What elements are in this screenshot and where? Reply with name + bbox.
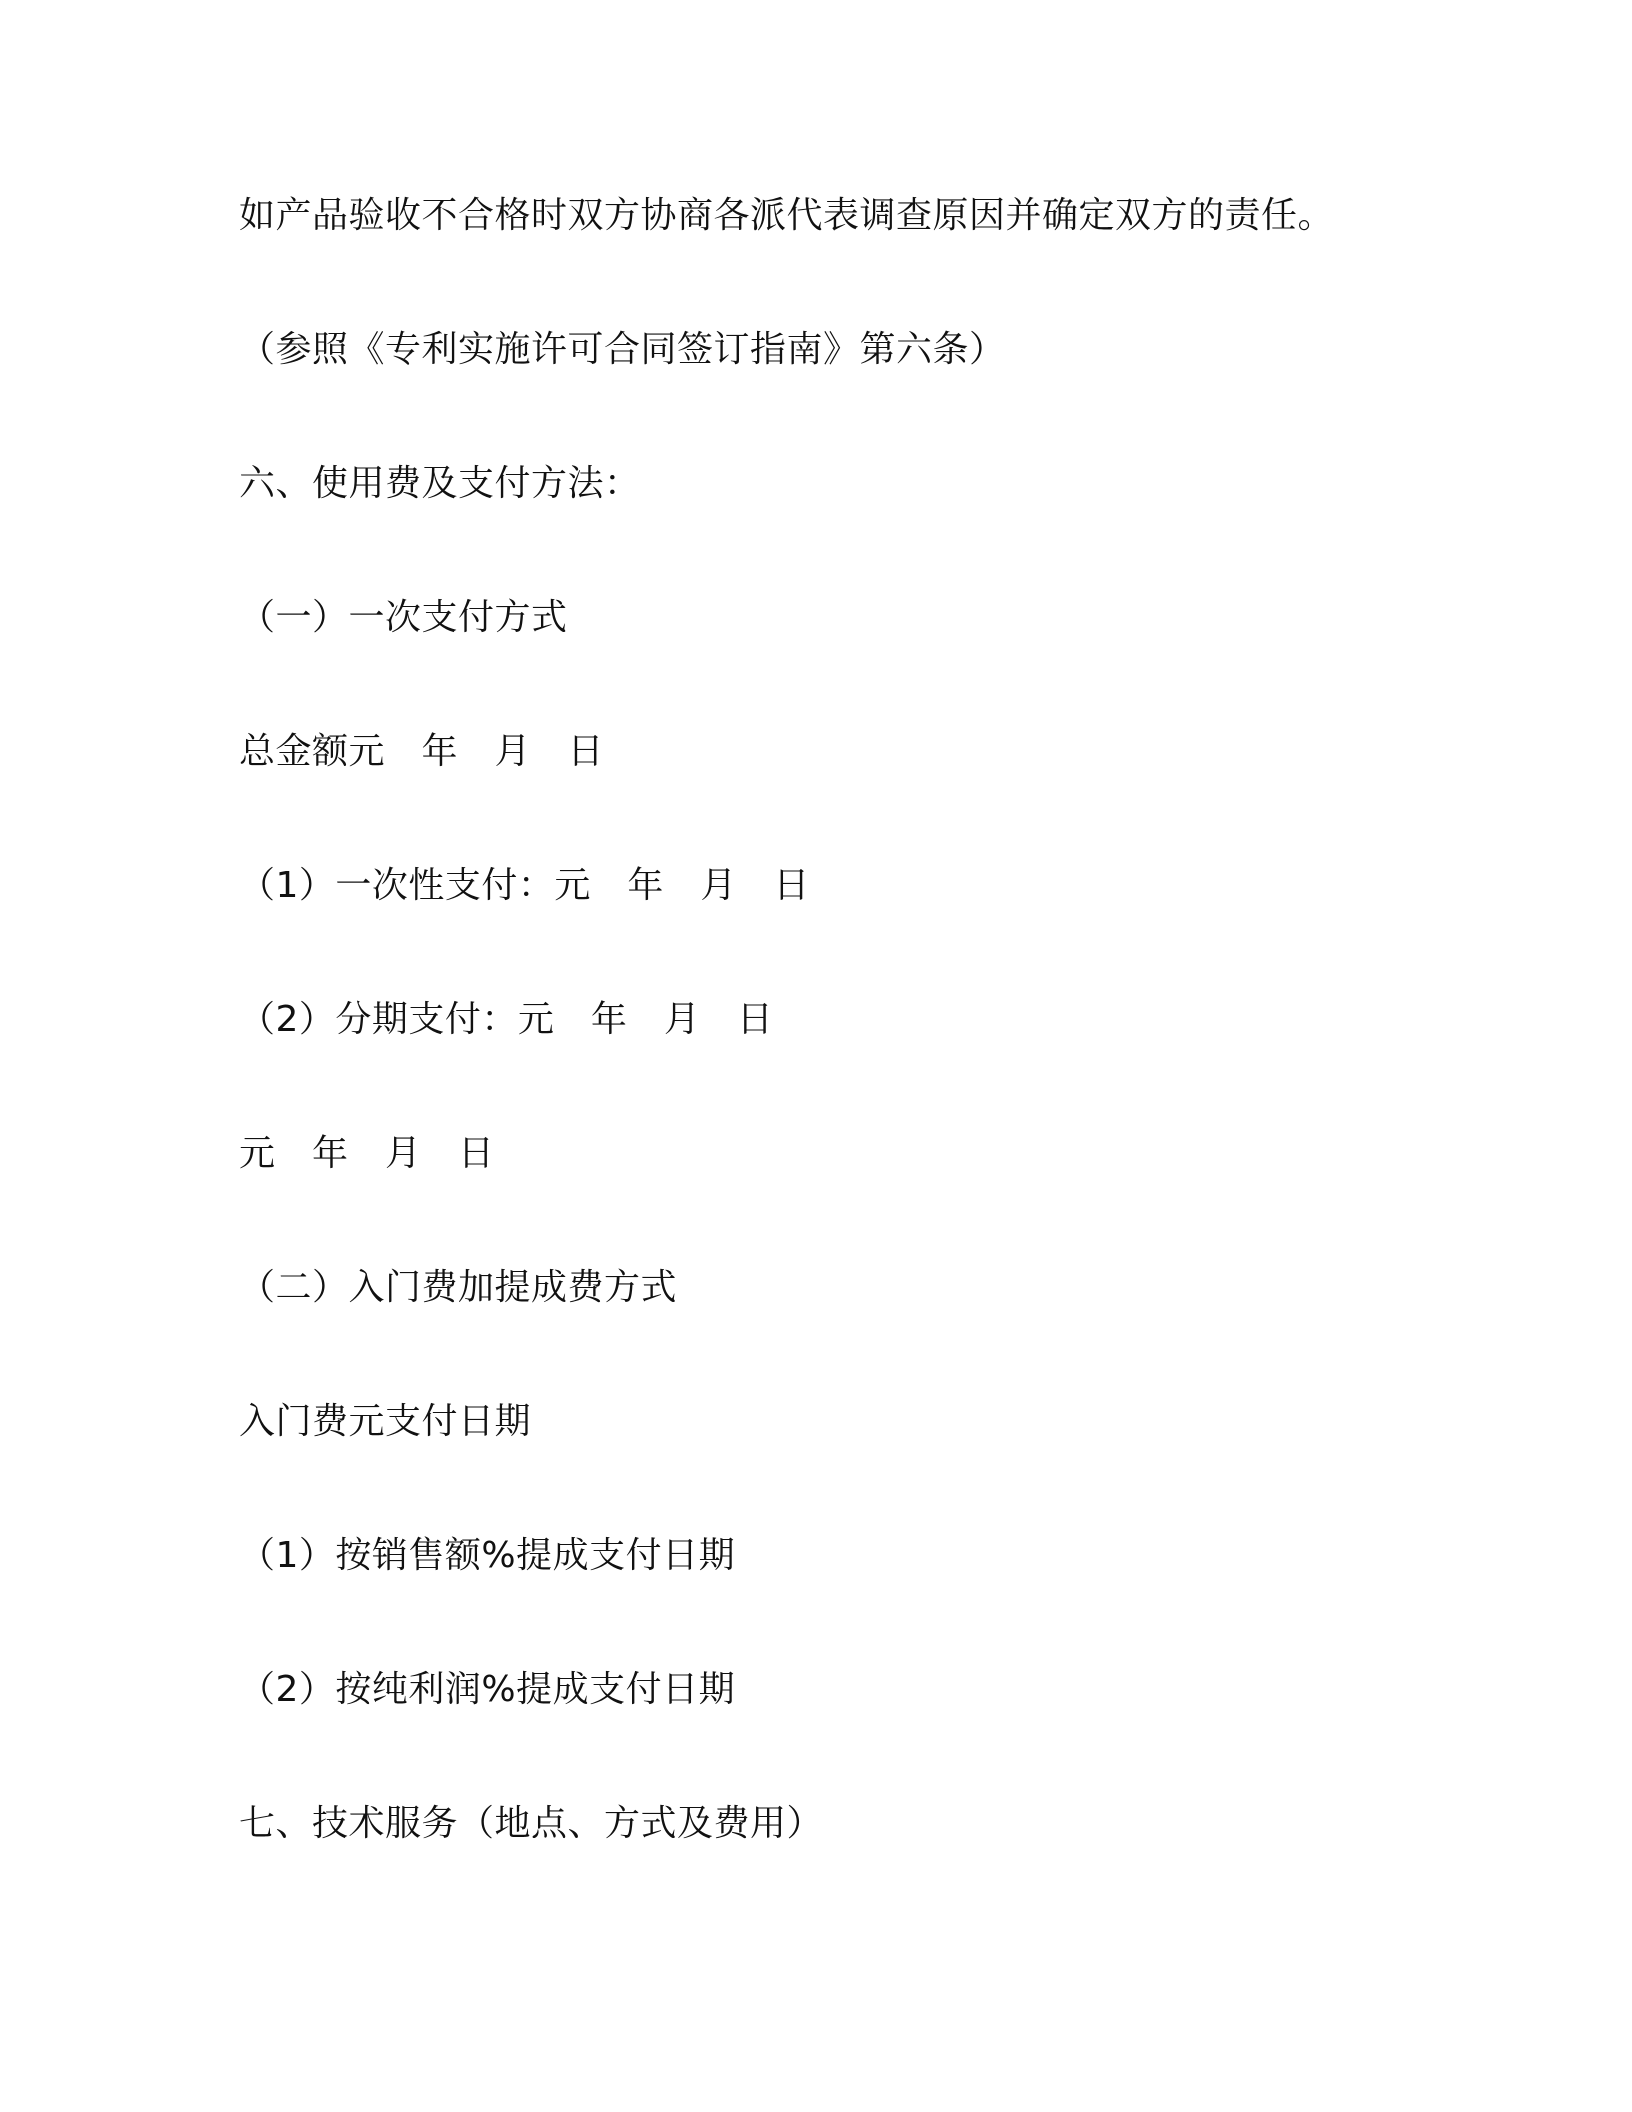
subsection-one-time-payment: （一）一次支付方式	[239, 597, 568, 638]
field-total-amount: 总金额元 年 月 日	[239, 731, 605, 772]
section-heading-technical-service: 七、技术服务（地点、方式及费用）	[239, 1803, 824, 1844]
field-entry-fee: 入门费元支付日期	[239, 1401, 532, 1442]
field-lump-sum-payment: （1）一次性支付：元 年 月 日	[239, 865, 810, 906]
field-profit-royalty: （2）按纯利润%提成支付日期	[239, 1669, 736, 1710]
field-sales-royalty: （1）按销售额%提成支付日期	[239, 1535, 736, 1576]
paragraph-acceptance-clause: 如产品验收不合格时双方协商各派代表调查原因并确定双方的责任。	[239, 195, 1335, 236]
section-heading-fees: 六、使用费及支付方法：	[239, 463, 641, 504]
paragraph-reference-note: （参照《专利实施许可合同签订指南》第六条）	[239, 329, 1006, 370]
field-installment-continued: 元 年 月 日	[239, 1133, 495, 1174]
field-installment-payment: （2）分期支付：元 年 月 日	[239, 999, 774, 1040]
subsection-entry-fee-royalty: （二）入门费加提成费方式	[239, 1267, 678, 1308]
